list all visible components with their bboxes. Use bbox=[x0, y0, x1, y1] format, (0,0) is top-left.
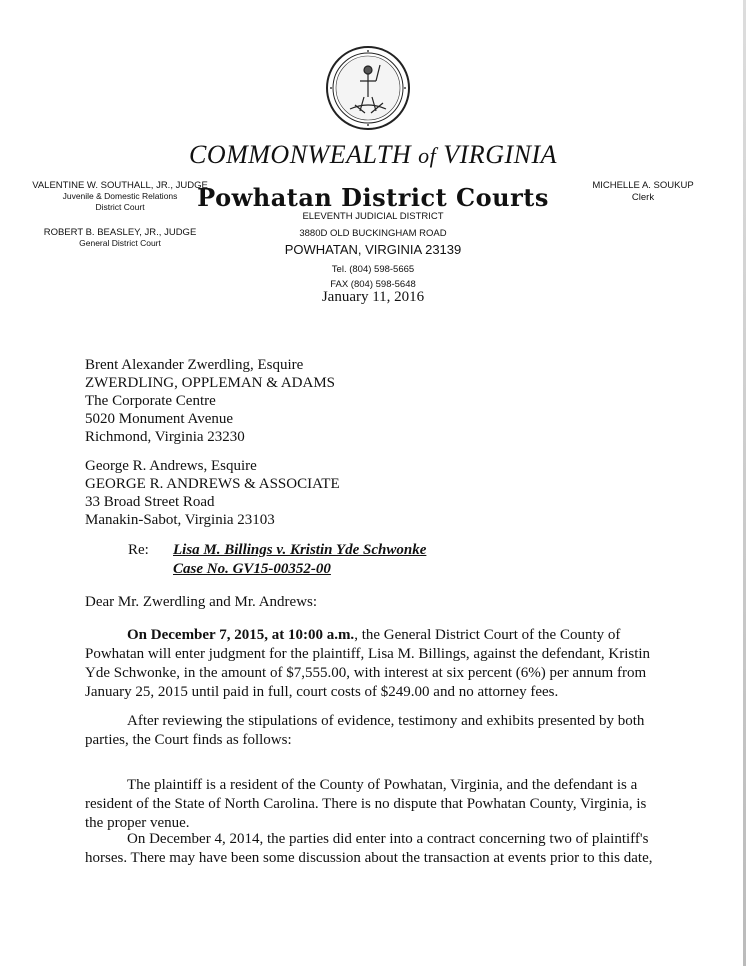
recipient-line: Manakin-Sabot, Virginia 23103 bbox=[85, 512, 275, 528]
judge-2-court-line1: General District Court bbox=[79, 238, 161, 248]
judge-1-court-line2: District Court bbox=[95, 202, 145, 212]
recipient-line: George R. Andrews, Esquire bbox=[85, 458, 257, 474]
re-block bbox=[128, 541, 427, 579]
state-title bbox=[0, 140, 746, 170]
recipient-line: Brent Alexander Zwerdling, Esquire bbox=[85, 357, 304, 373]
telephone: Tel. (804) 598-5665 bbox=[331, 264, 415, 275]
street-address: 3880D OLD BUCKINGHAM ROAD bbox=[299, 228, 447, 239]
paragraph-contract-text: On December 4, 2014, the parties did enter into a contract concerning two of plaintiff's horses. There may have been some discussion about the transaction at events prior to this date, bbox=[85, 831, 653, 866]
judge-1-name: VALENTINE W. SOUTHALL, JR., JUDGE bbox=[32, 180, 208, 191]
hearing-datetime: On December 7, 2015, at 10:00 a.m. bbox=[127, 627, 355, 643]
recipient-line: GEORGE R. ANDREWS & ASSOCIATE bbox=[85, 476, 340, 492]
paragraph-judgment-text: , the General District Court of the County of Powhatan will enter judgment for the plaintiff, Lisa M. Billings, against the defendant, Kristin Yde Schwonke, in the amount of $7,555.00, with interest at six percent (6%) per annum from January 25, 2015 until paid in full, court costs of $249.00 and no attorney fees. bbox=[85, 627, 651, 700]
court-name: Powhatan District Courts bbox=[197, 183, 549, 212]
recipient-line: Richmond, Virginia 23230 bbox=[85, 429, 245, 445]
paragraph-residence-text: The plaintiff is a resident of the County of Powhatan, Virginia, and the defendant is a resident of the State of North Carolina. There is no dispute that Powhatan County, Virginia, is the proper venue. bbox=[85, 777, 647, 831]
judge-2-name: ROBERT B. BEASLEY, JR., JUDGE bbox=[43, 227, 197, 238]
paragraph-judgment bbox=[85, 626, 665, 702]
virginia-seal bbox=[325, 45, 411, 131]
paragraph-findings-intro-text: After reviewing the stipulations of evidence, testimony and exhibits presented by both parties, the Court finds as follows: bbox=[85, 713, 645, 748]
recipient-line: 5020 Monument Avenue bbox=[85, 411, 234, 427]
paragraph-contract bbox=[85, 830, 665, 868]
case-title: Lisa M. Billings v. Kristin Yde Schwonke bbox=[173, 542, 427, 558]
paragraph-findings-intro bbox=[85, 712, 665, 750]
paragraph-residence bbox=[85, 776, 665, 833]
recipient-line: 33 Broad Street Road bbox=[85, 494, 215, 510]
re-label: Re: bbox=[128, 542, 149, 558]
state-title-of: of bbox=[418, 143, 437, 168]
letter-date: January 11, 2016 bbox=[321, 289, 425, 305]
district: ELEVENTH JUDICIAL DISTRICT bbox=[302, 211, 444, 222]
recipient-2 bbox=[85, 457, 340, 529]
case-number: Case No. GV15-00352-00 bbox=[173, 561, 331, 577]
recipient-1 bbox=[85, 356, 335, 446]
state-title-main: COMMONWEALTH bbox=[188, 140, 412, 169]
recipient-line: The Corporate Centre bbox=[85, 393, 216, 409]
salutation: Dear Mr. Zwerdling and Mr. Andrews: bbox=[85, 594, 318, 610]
clerk-name: MICHELLE A. SOUKUP bbox=[592, 180, 694, 191]
city-address: POWHATAN, VIRGINIA 23139 bbox=[284, 242, 462, 257]
state-title-state: VIRGINIA bbox=[443, 140, 558, 169]
fax: FAX (804) 598-5648 bbox=[330, 279, 416, 290]
recipient-line: ZWERDLING, OPPLEMAN & ADAMS bbox=[85, 375, 336, 391]
judge-1-court-line1: Juvenile & Domestic Relations bbox=[62, 191, 178, 201]
clerk-title: Clerk bbox=[631, 192, 655, 203]
